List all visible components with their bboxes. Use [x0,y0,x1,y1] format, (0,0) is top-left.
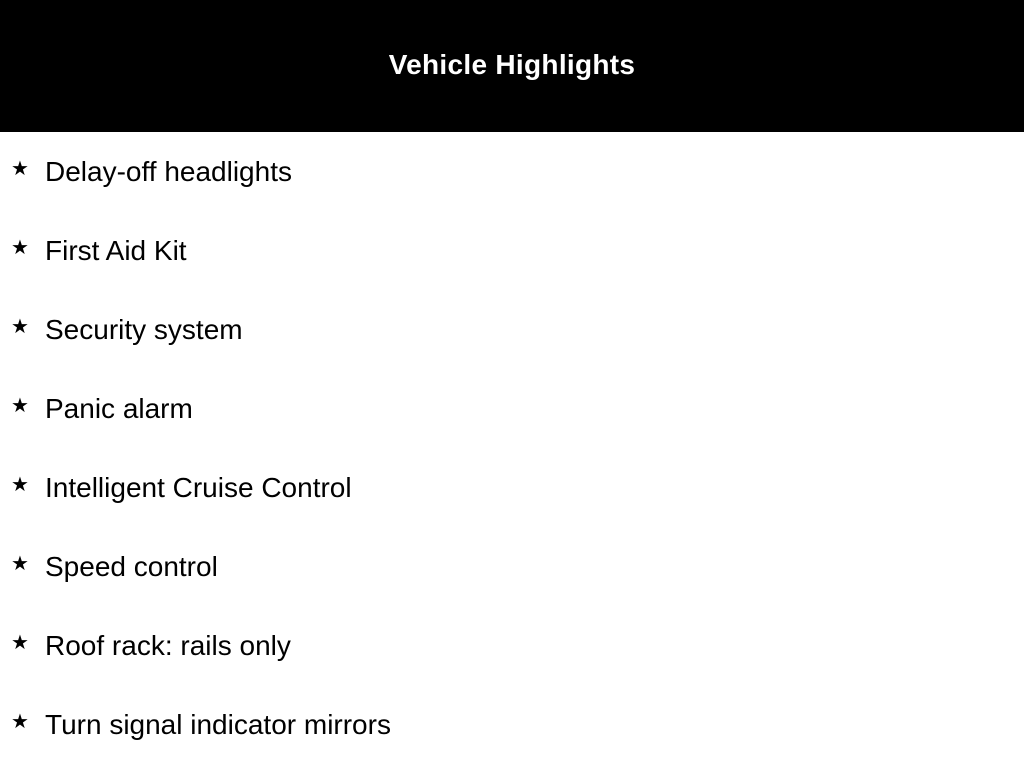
list-item-label: Intelligent Cruise Control [45,472,352,503]
star-icon: ★ [11,630,29,654]
star-icon: ★ [11,393,29,417]
list-item [0,606,1024,685]
header-bar [0,0,1024,132]
star-icon: ★ [11,551,29,575]
list-item [0,448,1024,527]
list-item-label: Roof rack: rails only [45,630,291,661]
star-icon: ★ [11,156,29,180]
list-item-label: Turn signal indicator mirrors [45,709,391,740]
list-item [0,369,1024,448]
star-icon: ★ [11,235,29,259]
list-item-label: First Aid Kit [45,235,187,266]
list-item-label: Security system [45,314,243,345]
list-item [0,211,1024,290]
star-icon: ★ [11,472,29,496]
list-item [0,685,1024,764]
list-item [0,527,1024,606]
list-item [0,132,1024,211]
list-item-label: Panic alarm [45,393,193,424]
list-item-label: Speed control [45,551,218,582]
star-icon: ★ [11,314,29,338]
page-title: Vehicle Highlights [388,49,636,80]
list-item-label: Delay-off headlights [45,156,292,187]
star-icon: ★ [11,709,29,733]
list-item [0,290,1024,369]
